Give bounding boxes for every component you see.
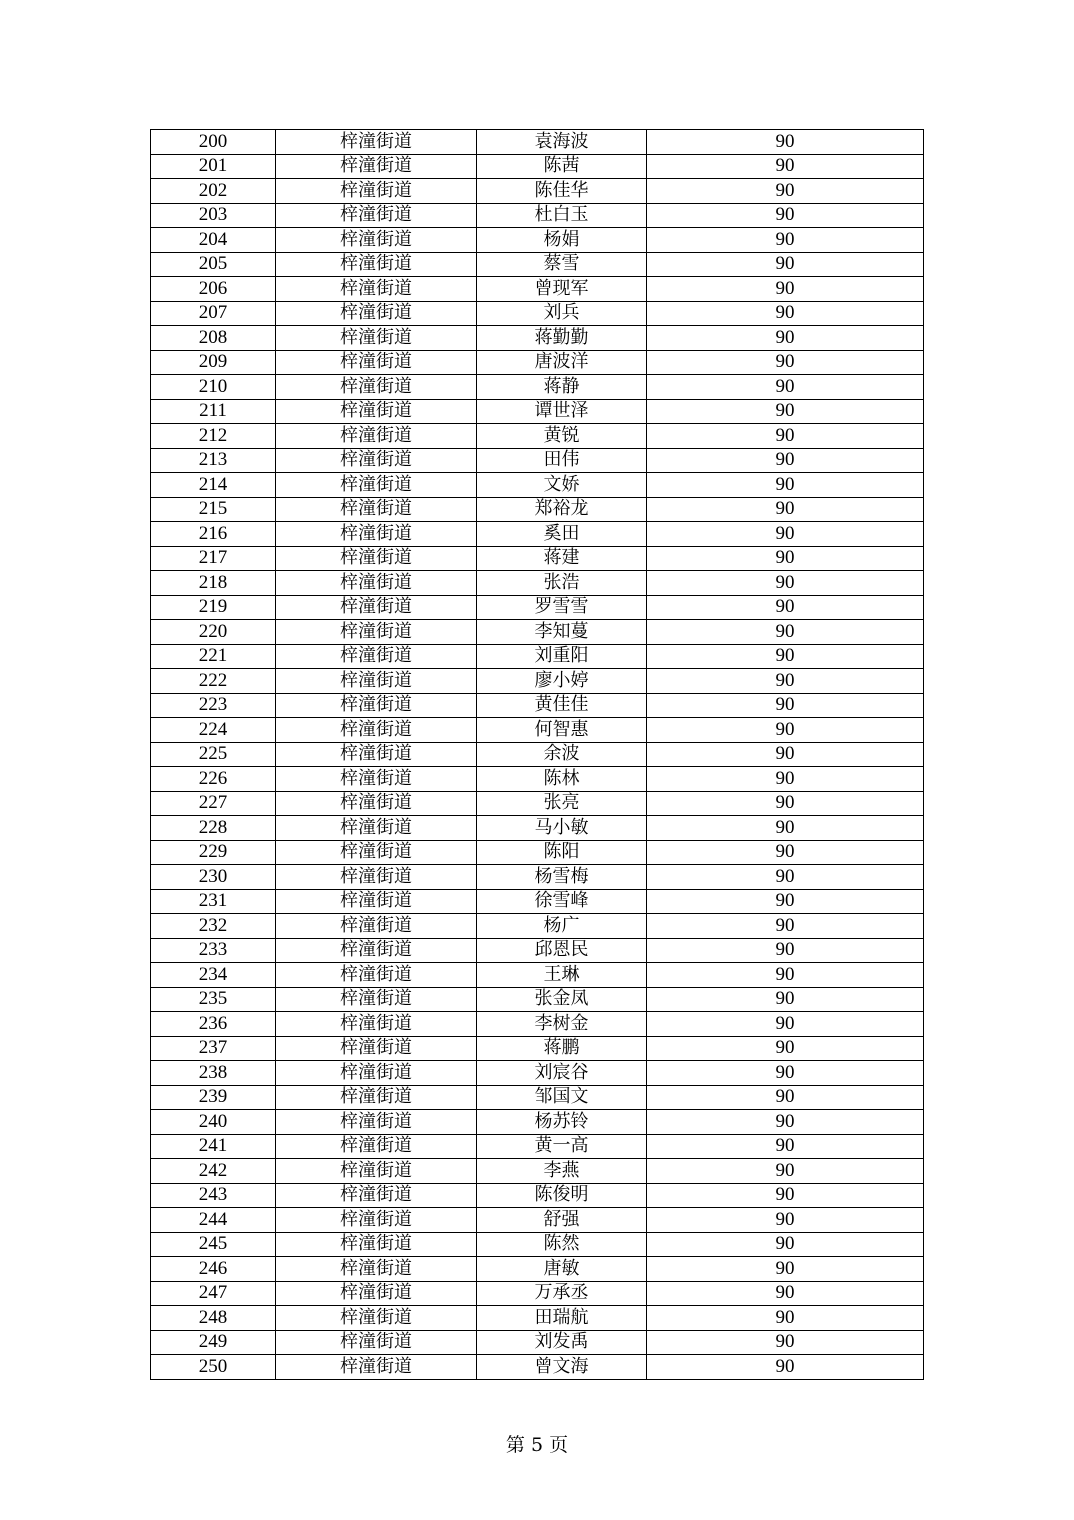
table-row <box>151 277 924 302</box>
person-name-cell: 廖小婷 <box>477 669 647 694</box>
person-name-cell: 李燕 <box>477 1159 647 1184</box>
unit-cell: 梓潼街道 <box>276 1306 477 1331</box>
person-name-cell: 陈阳 <box>477 840 647 865</box>
person-name-cell: 罗雪雪 <box>477 595 647 620</box>
table-row <box>151 179 924 204</box>
person-name-cell: 张亮 <box>477 791 647 816</box>
row-number-cell: 224 <box>151 718 276 743</box>
table-row <box>151 1281 924 1306</box>
row-number-cell: 208 <box>151 326 276 351</box>
unit-cell: 梓潼街道 <box>276 1232 477 1257</box>
score-cell: 90 <box>647 473 924 498</box>
row-number-cell: 243 <box>151 1183 276 1208</box>
row-number-cell: 225 <box>151 742 276 767</box>
row-number-cell: 246 <box>151 1257 276 1282</box>
score-cell: 90 <box>647 963 924 988</box>
unit-cell: 梓潼街道 <box>276 987 477 1012</box>
table-row <box>151 497 924 522</box>
score-cell: 90 <box>647 546 924 571</box>
unit-cell: 梓潼街道 <box>276 1330 477 1355</box>
score-cell: 90 <box>647 424 924 449</box>
table-row <box>151 424 924 449</box>
score-cell: 90 <box>647 620 924 645</box>
score-cell: 90 <box>647 1085 924 1110</box>
person-name-cell: 蒋建 <box>477 546 647 571</box>
score-cell: 90 <box>647 938 924 963</box>
table-row <box>151 1110 924 1135</box>
table-row <box>151 399 924 424</box>
score-cell: 90 <box>647 375 924 400</box>
score-cell: 90 <box>647 1257 924 1282</box>
person-name-cell: 黄锐 <box>477 424 647 449</box>
row-number-cell: 206 <box>151 277 276 302</box>
row-number-cell: 250 <box>151 1355 276 1380</box>
unit-cell: 梓潼街道 <box>276 252 477 277</box>
score-table <box>150 129 924 1380</box>
row-number-cell: 231 <box>151 889 276 914</box>
table-row <box>151 252 924 277</box>
score-cell: 90 <box>647 571 924 596</box>
unit-cell: 梓潼街道 <box>276 1355 477 1380</box>
row-number-cell: 202 <box>151 179 276 204</box>
unit-cell: 梓潼街道 <box>276 326 477 351</box>
score-cell: 90 <box>647 1306 924 1331</box>
unit-cell: 梓潼街道 <box>276 1159 477 1184</box>
score-cell: 90 <box>647 448 924 473</box>
table-row <box>151 326 924 351</box>
score-cell: 90 <box>647 1134 924 1159</box>
table-row <box>151 669 924 694</box>
row-number-cell: 214 <box>151 473 276 498</box>
person-name-cell: 唐敏 <box>477 1257 647 1282</box>
row-number-cell: 211 <box>151 399 276 424</box>
score-cell: 90 <box>647 889 924 914</box>
person-name-cell: 张浩 <box>477 571 647 596</box>
person-name-cell: 陈俊明 <box>477 1183 647 1208</box>
row-number-cell: 229 <box>151 840 276 865</box>
table-row <box>151 1061 924 1086</box>
unit-cell: 梓潼街道 <box>276 424 477 449</box>
person-name-cell: 杨雪梅 <box>477 865 647 890</box>
table-row <box>151 1232 924 1257</box>
score-cell: 90 <box>647 644 924 669</box>
person-name-cell: 唐波洋 <box>477 350 647 375</box>
person-name-cell: 陈佳华 <box>477 179 647 204</box>
score-cell: 90 <box>647 693 924 718</box>
row-number-cell: 238 <box>151 1061 276 1086</box>
score-cell: 90 <box>647 1232 924 1257</box>
person-name-cell: 杨娟 <box>477 228 647 253</box>
score-cell: 90 <box>647 742 924 767</box>
person-name-cell: 杨苏铃 <box>477 1110 647 1135</box>
person-name-cell: 王琳 <box>477 963 647 988</box>
score-cell: 90 <box>647 326 924 351</box>
unit-cell: 梓潼街道 <box>276 448 477 473</box>
row-number-cell: 235 <box>151 987 276 1012</box>
row-number-cell: 239 <box>151 1085 276 1110</box>
table-row <box>151 767 924 792</box>
person-name-cell: 李知蔓 <box>477 620 647 645</box>
row-number-cell: 232 <box>151 914 276 939</box>
unit-cell: 梓潼街道 <box>276 693 477 718</box>
person-name-cell: 余波 <box>477 742 647 767</box>
person-name-cell: 黄一高 <box>477 1134 647 1159</box>
person-name-cell: 文娇 <box>477 473 647 498</box>
table-row <box>151 1036 924 1061</box>
person-name-cell: 刘重阳 <box>477 644 647 669</box>
table-row <box>151 963 924 988</box>
unit-cell: 梓潼街道 <box>276 546 477 571</box>
score-cell: 90 <box>647 1355 924 1380</box>
unit-cell: 梓潼街道 <box>276 840 477 865</box>
table-row <box>151 1159 924 1184</box>
score-cell: 90 <box>647 1183 924 1208</box>
score-cell: 90 <box>647 252 924 277</box>
unit-cell: 梓潼街道 <box>276 301 477 326</box>
table-row <box>151 1012 924 1037</box>
table-body <box>151 130 924 1380</box>
row-number-cell: 204 <box>151 228 276 253</box>
row-number-cell: 222 <box>151 669 276 694</box>
row-number-cell: 217 <box>151 546 276 571</box>
table-row <box>151 840 924 865</box>
row-number-cell: 245 <box>151 1232 276 1257</box>
unit-cell: 梓潼街道 <box>276 1036 477 1061</box>
score-cell: 90 <box>647 154 924 179</box>
table-row <box>151 791 924 816</box>
table-row <box>151 865 924 890</box>
row-number-cell: 205 <box>151 252 276 277</box>
row-number-cell: 248 <box>151 1306 276 1331</box>
unit-cell: 梓潼街道 <box>276 179 477 204</box>
person-name-cell: 陈林 <box>477 767 647 792</box>
table-row <box>151 522 924 547</box>
person-name-cell: 邹国文 <box>477 1085 647 1110</box>
table-row <box>151 375 924 400</box>
row-number-cell: 226 <box>151 767 276 792</box>
person-name-cell: 万承丞 <box>477 1281 647 1306</box>
score-cell: 90 <box>647 1036 924 1061</box>
score-cell: 90 <box>647 1012 924 1037</box>
row-number-cell: 227 <box>151 791 276 816</box>
unit-cell: 梓潼街道 <box>276 742 477 767</box>
score-cell: 90 <box>647 1061 924 1086</box>
score-cell: 90 <box>647 791 924 816</box>
score-cell: 90 <box>647 1110 924 1135</box>
person-name-cell: 田瑞航 <box>477 1306 647 1331</box>
score-cell: 90 <box>647 399 924 424</box>
table-row <box>151 1183 924 1208</box>
unit-cell: 梓潼街道 <box>276 522 477 547</box>
table-row <box>151 546 924 571</box>
score-cell: 90 <box>647 350 924 375</box>
table-row <box>151 718 924 743</box>
table-row <box>151 693 924 718</box>
table-row <box>151 1306 924 1331</box>
unit-cell: 梓潼街道 <box>276 938 477 963</box>
row-number-cell: 200 <box>151 130 276 155</box>
row-number-cell: 241 <box>151 1134 276 1159</box>
unit-cell: 梓潼街道 <box>276 816 477 841</box>
unit-cell: 梓潼街道 <box>276 1281 477 1306</box>
row-number-cell: 237 <box>151 1036 276 1061</box>
unit-cell: 梓潼街道 <box>276 669 477 694</box>
person-name-cell: 马小敏 <box>477 816 647 841</box>
person-name-cell: 张金凤 <box>477 987 647 1012</box>
person-name-cell: 杜白玉 <box>477 203 647 228</box>
person-name-cell: 刘宸谷 <box>477 1061 647 1086</box>
unit-cell: 梓潼街道 <box>276 154 477 179</box>
unit-cell: 梓潼街道 <box>276 791 477 816</box>
row-number-cell: 210 <box>151 375 276 400</box>
table-row <box>151 473 924 498</box>
person-name-cell: 袁海波 <box>477 130 647 155</box>
row-number-cell: 212 <box>151 424 276 449</box>
row-number-cell: 221 <box>151 644 276 669</box>
person-name-cell: 邱恩民 <box>477 938 647 963</box>
unit-cell: 梓潼街道 <box>276 571 477 596</box>
score-cell: 90 <box>647 767 924 792</box>
unit-cell: 梓潼街道 <box>276 497 477 522</box>
row-number-cell: 201 <box>151 154 276 179</box>
row-number-cell: 203 <box>151 203 276 228</box>
person-name-cell: 杨广 <box>477 914 647 939</box>
unit-cell: 梓潼街道 <box>276 1183 477 1208</box>
row-number-cell: 247 <box>151 1281 276 1306</box>
table-row <box>151 816 924 841</box>
unit-cell: 梓潼街道 <box>276 718 477 743</box>
row-number-cell: 223 <box>151 693 276 718</box>
person-name-cell: 谭世泽 <box>477 399 647 424</box>
unit-cell: 梓潼街道 <box>276 644 477 669</box>
unit-cell: 梓潼街道 <box>276 375 477 400</box>
person-name-cell: 舒强 <box>477 1208 647 1233</box>
score-cell: 90 <box>647 301 924 326</box>
table-row <box>151 571 924 596</box>
unit-cell: 梓潼街道 <box>276 277 477 302</box>
score-cell: 90 <box>647 1159 924 1184</box>
unit-cell: 梓潼街道 <box>276 1085 477 1110</box>
person-name-cell: 蒋静 <box>477 375 647 400</box>
table-row <box>151 1355 924 1380</box>
unit-cell: 梓潼街道 <box>276 350 477 375</box>
table-row <box>151 228 924 253</box>
table-row <box>151 914 924 939</box>
person-name-cell: 曾现军 <box>477 277 647 302</box>
unit-cell: 梓潼街道 <box>276 620 477 645</box>
person-name-cell: 田伟 <box>477 448 647 473</box>
row-number-cell: 230 <box>151 865 276 890</box>
person-name-cell: 郑裕龙 <box>477 497 647 522</box>
table-row <box>151 130 924 155</box>
row-number-cell: 209 <box>151 350 276 375</box>
row-number-cell: 244 <box>151 1208 276 1233</box>
unit-cell: 梓潼街道 <box>276 473 477 498</box>
unit-cell: 梓潼街道 <box>276 865 477 890</box>
table-row <box>151 742 924 767</box>
unit-cell: 梓潼街道 <box>276 963 477 988</box>
row-number-cell: 219 <box>151 595 276 620</box>
unit-cell: 梓潼街道 <box>276 203 477 228</box>
table-row <box>151 203 924 228</box>
unit-cell: 梓潼街道 <box>276 1110 477 1135</box>
score-cell: 90 <box>647 179 924 204</box>
person-name-cell: 徐雪峰 <box>477 889 647 914</box>
unit-cell: 梓潼街道 <box>276 595 477 620</box>
person-name-cell: 陈茜 <box>477 154 647 179</box>
unit-cell: 梓潼街道 <box>276 399 477 424</box>
person-name-cell: 刘兵 <box>477 301 647 326</box>
unit-cell: 梓潼街道 <box>276 889 477 914</box>
table-row <box>151 644 924 669</box>
score-cell: 90 <box>647 816 924 841</box>
score-cell: 90 <box>647 840 924 865</box>
row-number-cell: 216 <box>151 522 276 547</box>
unit-cell: 梓潼街道 <box>276 228 477 253</box>
unit-cell: 梓潼街道 <box>276 914 477 939</box>
table-row <box>151 1085 924 1110</box>
table-row <box>151 1134 924 1159</box>
unit-cell: 梓潼街道 <box>276 1012 477 1037</box>
unit-cell: 梓潼街道 <box>276 1208 477 1233</box>
row-number-cell: 236 <box>151 1012 276 1037</box>
table-row <box>151 154 924 179</box>
page-number: 第 5 页 <box>505 1434 569 1456</box>
row-number-cell: 220 <box>151 620 276 645</box>
table-row <box>151 301 924 326</box>
row-number-cell: 242 <box>151 1159 276 1184</box>
row-number-cell: 249 <box>151 1330 276 1355</box>
person-name-cell: 蒋鹏 <box>477 1036 647 1061</box>
person-name-cell: 黄佳佳 <box>477 693 647 718</box>
table-row <box>151 350 924 375</box>
table-row <box>151 1330 924 1355</box>
person-name-cell: 何智惠 <box>477 718 647 743</box>
score-cell: 90 <box>647 669 924 694</box>
score-cell: 90 <box>647 865 924 890</box>
score-cell: 90 <box>647 497 924 522</box>
person-name-cell: 陈然 <box>477 1232 647 1257</box>
score-cell: 90 <box>647 987 924 1012</box>
score-cell: 90 <box>647 1330 924 1355</box>
table-row <box>151 938 924 963</box>
unit-cell: 梓潼街道 <box>276 1134 477 1159</box>
person-name-cell: 曾文海 <box>477 1355 647 1380</box>
row-number-cell: 207 <box>151 301 276 326</box>
score-cell: 90 <box>647 595 924 620</box>
person-name-cell: 李树金 <box>477 1012 647 1037</box>
table-row <box>151 987 924 1012</box>
unit-cell: 梓潼街道 <box>276 1257 477 1282</box>
score-cell: 90 <box>647 914 924 939</box>
score-cell: 90 <box>647 228 924 253</box>
unit-cell: 梓潼街道 <box>276 1061 477 1086</box>
unit-cell: 梓潼街道 <box>276 130 477 155</box>
score-cell: 90 <box>647 1208 924 1233</box>
table-row <box>151 595 924 620</box>
unit-cell: 梓潼街道 <box>276 767 477 792</box>
person-name-cell: 蒋勤勤 <box>477 326 647 351</box>
score-cell: 90 <box>647 130 924 155</box>
score-cell: 90 <box>647 1281 924 1306</box>
row-number-cell: 233 <box>151 938 276 963</box>
table-row <box>151 1257 924 1282</box>
score-cell: 90 <box>647 203 924 228</box>
row-number-cell: 240 <box>151 1110 276 1135</box>
person-name-cell: 刘发禹 <box>477 1330 647 1355</box>
table-row <box>151 1208 924 1233</box>
score-cell: 90 <box>647 277 924 302</box>
person-name-cell: 奚田 <box>477 522 647 547</box>
row-number-cell: 215 <box>151 497 276 522</box>
row-number-cell: 218 <box>151 571 276 596</box>
table-row <box>151 620 924 645</box>
row-number-cell: 234 <box>151 963 276 988</box>
table-row <box>151 448 924 473</box>
row-number-cell: 228 <box>151 816 276 841</box>
score-cell: 90 <box>647 522 924 547</box>
row-number-cell: 213 <box>151 448 276 473</box>
score-cell: 90 <box>647 718 924 743</box>
table-row <box>151 889 924 914</box>
person-name-cell: 蔡雪 <box>477 252 647 277</box>
